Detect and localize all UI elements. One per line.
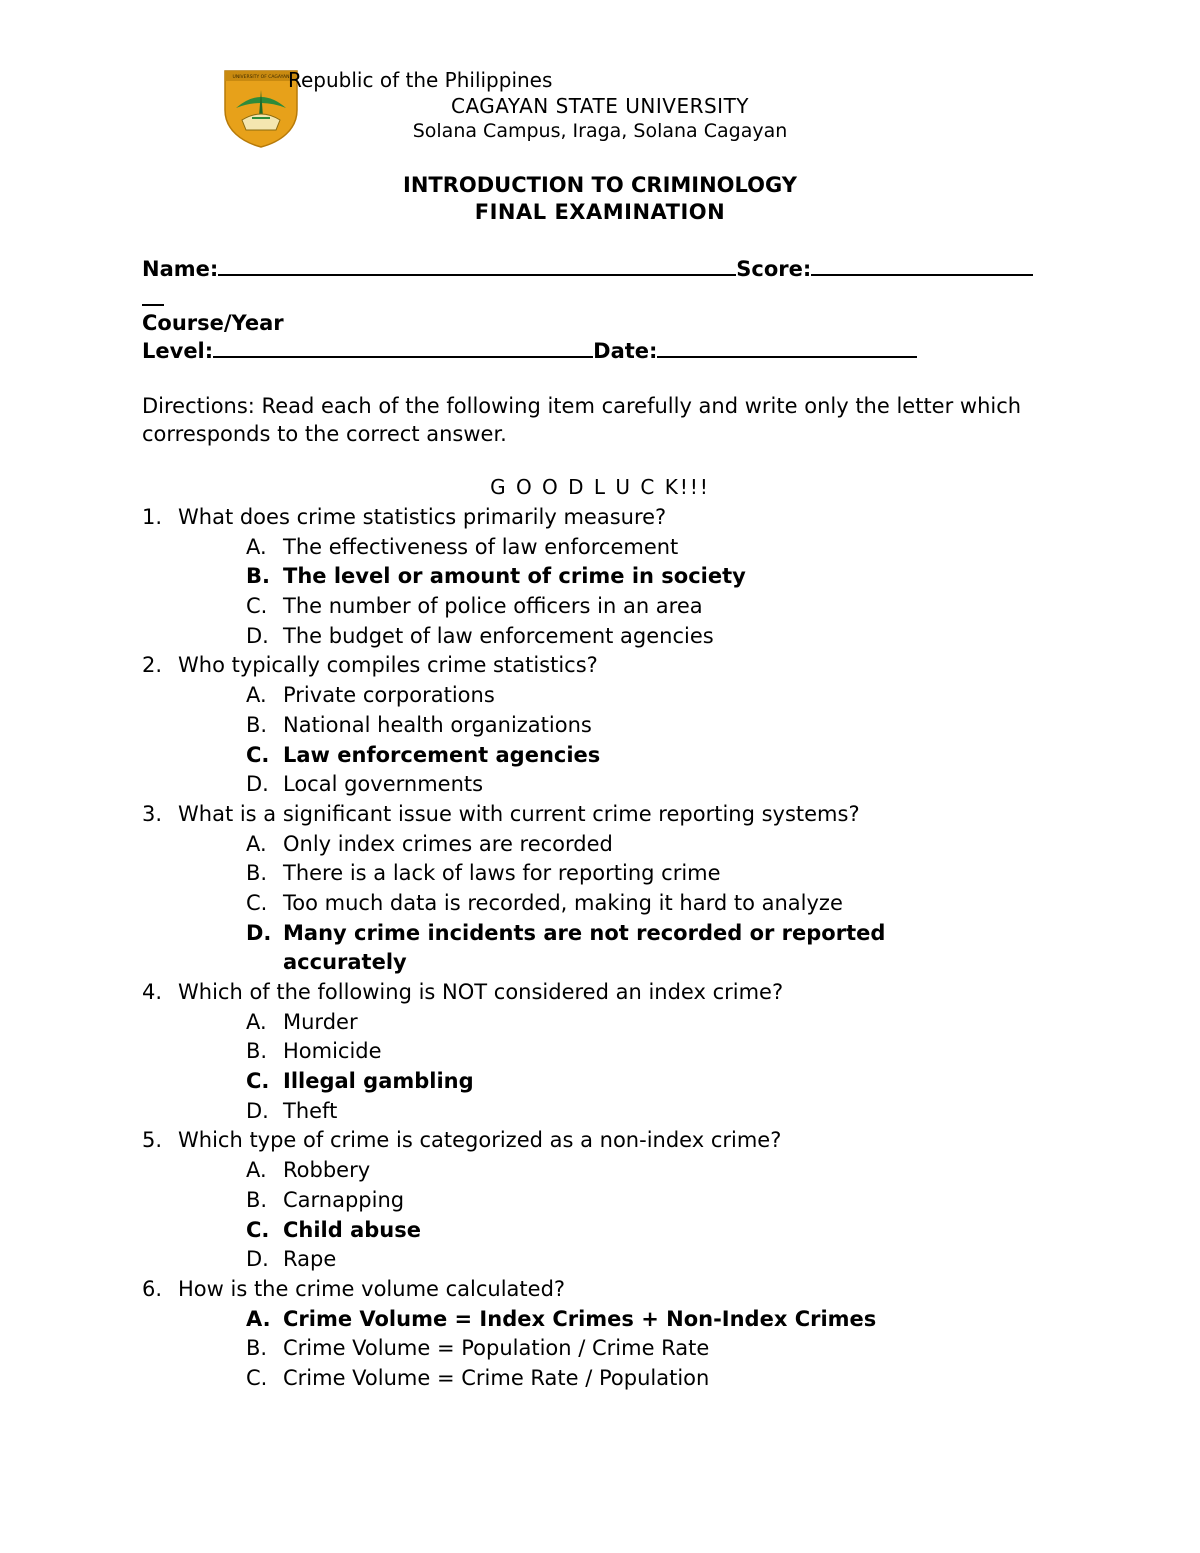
option-4c-correct: [142, 1067, 1062, 1097]
option-letter: C.: [246, 1069, 270, 1094]
option-letter: B.: [246, 1187, 268, 1212]
option-text: Private corporations: [283, 683, 495, 708]
option-text: The effectiveness of law enforcement: [283, 534, 679, 559]
option-1a: [142, 533, 1062, 563]
level-label: Level:: [142, 339, 214, 363]
question-4: [142, 978, 1062, 1008]
question-number: 6.: [142, 1276, 163, 1301]
exam-type-title: FINAL EXAMINATION: [474, 200, 726, 224]
option-text: Crime Volume = Population / Crime Rate: [283, 1336, 710, 1361]
option-letter: A.: [246, 534, 267, 559]
option-2b: [142, 711, 1062, 741]
option-text: There is a lack of laws for reporting crime: [283, 861, 721, 886]
option-letter: D.: [246, 772, 269, 797]
option-text: Robbery: [283, 1158, 371, 1183]
score-blank-overflow: [142, 286, 164, 306]
option-text: National health organizations: [283, 712, 592, 737]
option-2a: [142, 681, 1062, 711]
course-label: Course/Year: [142, 311, 284, 335]
level-date-row: [142, 338, 917, 363]
question-3: [142, 800, 1062, 830]
option-letter: D.: [246, 1098, 269, 1123]
option-5a: [142, 1156, 1062, 1186]
option-5d: [142, 1245, 1062, 1275]
option-letter: A.: [246, 683, 267, 708]
option-letter: D.: [246, 920, 272, 945]
seal-text: UNIVERSITY OF CAGAYAN: [232, 75, 290, 80]
option-letter: B.: [246, 564, 270, 589]
option-5c-correct: [142, 1216, 1062, 1246]
option-text: Local governments: [283, 772, 484, 797]
option-letter: D.: [246, 1247, 269, 1272]
question-text: What does crime statistics primarily measure?: [178, 505, 667, 529]
option-text: Carnapping: [283, 1187, 405, 1212]
university-name: CAGAYAN STATE UNIVERSITY: [450, 94, 750, 118]
option-text: Many crime incidents are not recorded or reported: [283, 920, 886, 945]
name-blank[interactable]: [218, 256, 736, 276]
option-letter: A.: [246, 1009, 267, 1034]
directions-text: Directions: Read each of the following item carefully and write only the letter which corresponds to the correct answer.: [142, 394, 1022, 446]
option-letter: A.: [246, 1306, 271, 1331]
good-luck-text: G O O D L U C K!!!: [490, 475, 710, 499]
option-letter: B.: [246, 712, 268, 737]
option-6c: [142, 1364, 1062, 1394]
option-3d-continuation: accurately: [283, 950, 407, 975]
date-label: Date:: [593, 339, 658, 363]
name-score-row: [142, 256, 1033, 281]
option-text: Theft: [283, 1098, 338, 1123]
score-overflow-row: [142, 286, 164, 311]
date-blank[interactable]: [657, 338, 917, 358]
option-3a: [142, 830, 1062, 860]
option-3b: [142, 859, 1062, 889]
option-text: The budget of law enforcement agencies: [283, 623, 714, 648]
question-text: Which of the following is NOT considered an index crime?: [178, 980, 784, 1004]
option-3c: [142, 889, 1062, 919]
question-1: [142, 503, 1062, 533]
name-label: Name:: [142, 257, 219, 281]
option-text: Law enforcement agencies: [283, 742, 601, 767]
score-blank[interactable]: [811, 256, 1033, 276]
question-2: [142, 651, 1062, 681]
option-4b: [142, 1037, 1062, 1067]
question-5: [142, 1126, 1062, 1156]
option-letter: C.: [246, 1365, 268, 1390]
option-letter: A.: [246, 831, 267, 856]
option-4a: [142, 1008, 1062, 1038]
score-label: Score:: [736, 257, 812, 281]
exam-course-title: INTRODUCTION TO CRIMINOLOGY: [403, 173, 797, 197]
option-text: Crime Volume = Crime Rate / Population: [283, 1365, 710, 1390]
option-letter: D.: [246, 623, 269, 648]
question-number: 4.: [142, 980, 163, 1004]
question-list: [142, 503, 1062, 1394]
option-letter: C.: [246, 742, 270, 767]
option-2c-correct: [142, 741, 1062, 771]
option-text: Illegal gambling: [283, 1069, 474, 1094]
option-text: Homicide: [283, 1039, 382, 1064]
question-6: [142, 1275, 1062, 1305]
option-text: Crime Volume = Index Crimes + Non-Index Crimes: [283, 1306, 877, 1331]
option-text: Child abuse: [283, 1217, 421, 1242]
question-text: Which type of crime is categorized as a non-index crime?: [178, 1128, 782, 1153]
option-letter: B.: [246, 861, 268, 886]
level-blank[interactable]: [213, 338, 593, 358]
question-text: What is a significant issue with current crime reporting systems?: [178, 801, 860, 826]
question-number: 1.: [142, 505, 163, 529]
option-text: Too much data is recorded, making it hard to analyze: [283, 890, 843, 915]
option-6b: [142, 1334, 1062, 1364]
option-text: Only index crimes are recorded: [283, 831, 613, 856]
question-number: 2.: [142, 653, 163, 678]
question-number: 3.: [142, 801, 163, 826]
option-text: Rape: [283, 1247, 337, 1272]
option-letter: C.: [246, 594, 268, 619]
option-4d: [142, 1097, 1062, 1127]
option-3d-correct: [142, 919, 1062, 949]
question-number: 5.: [142, 1128, 163, 1153]
option-1c: [142, 592, 1062, 622]
option-letter: C.: [246, 890, 268, 915]
option-2d: [142, 770, 1062, 800]
question-text: How is the crime volume calculated?: [178, 1276, 566, 1301]
option-letter: B.: [246, 1336, 268, 1361]
option-letter: C.: [246, 1217, 270, 1242]
option-1b-correct: [142, 562, 1062, 592]
campus-address: Solana Campus, Iraga, Solana Cagayan: [412, 120, 788, 142]
option-letter: B.: [246, 1039, 268, 1064]
option-text: The number of police officers in an area: [283, 594, 703, 619]
option-letter: A.: [246, 1158, 267, 1183]
option-text: Murder: [283, 1009, 358, 1034]
question-text: Who typically compiles crime statistics?: [178, 653, 598, 678]
option-1d: [142, 622, 1062, 652]
republic-line: Republic of the Philippines: [288, 68, 553, 92]
option-5b: [142, 1186, 1062, 1216]
option-text: The level or amount of crime in society: [283, 564, 746, 589]
option-6a-correct: [142, 1305, 1062, 1335]
